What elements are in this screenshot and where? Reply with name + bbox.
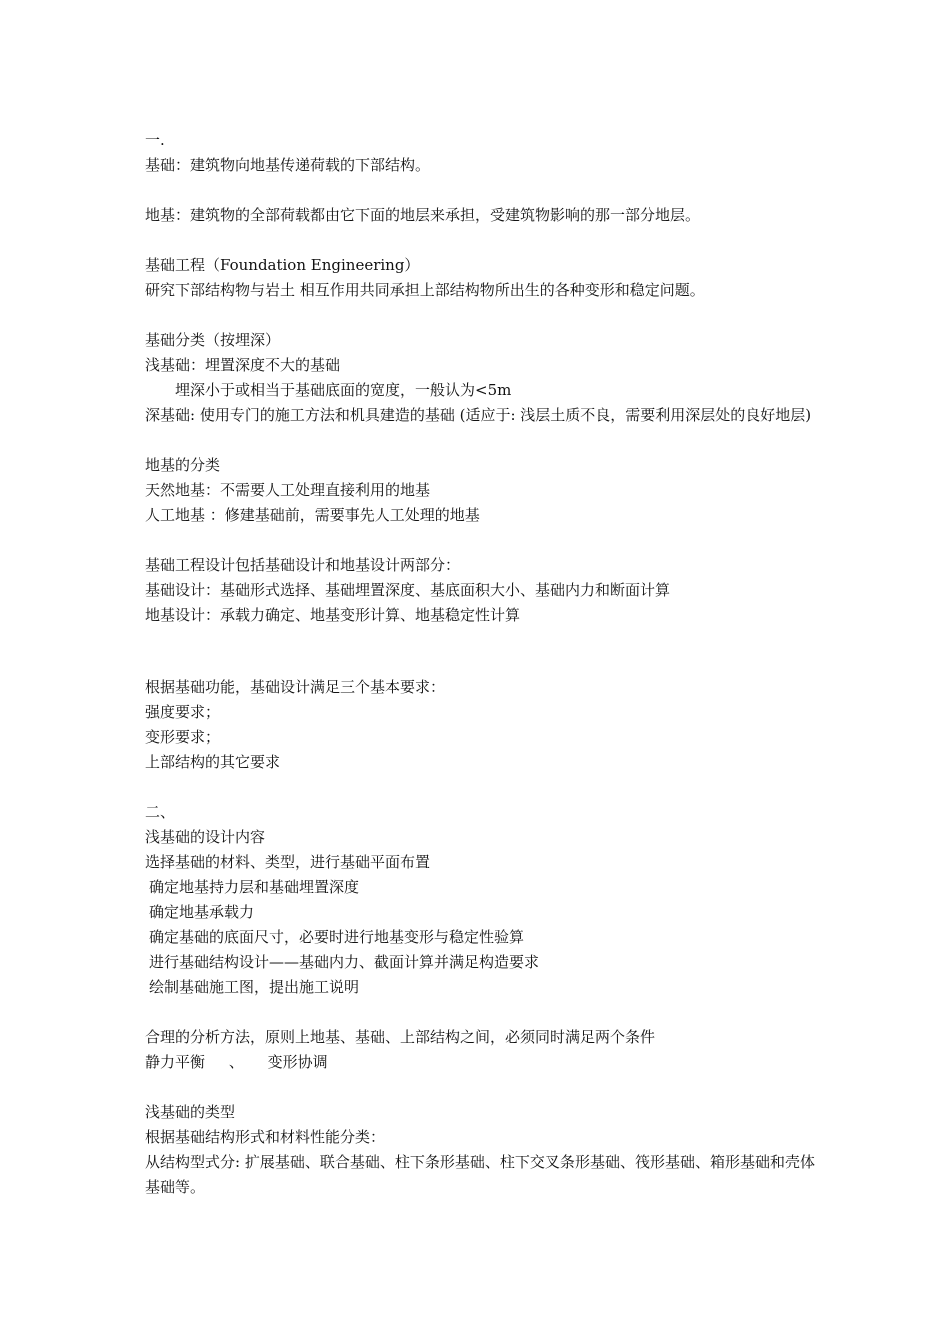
shallow-design-content-title: 浅基础的设计内容 (145, 828, 266, 846)
definition-foundation: 基础：建筑物向地基传递荷载的下部结构。 (145, 156, 431, 174)
foundation-engineering-desc: 研究下部结构物与岩土 相互作用共同承担上部结构物所出生的各种变形和稳定问题。 (145, 281, 705, 299)
natural-subgrade-def: 天然地基：不需要人工处理直接利用的地基 (145, 481, 431, 499)
document-body (145, 128, 815, 1200)
requirement-superstructure: 上部结构的其它要求 (145, 753, 281, 771)
requirement-deformation: 变形要求； (145, 728, 221, 746)
spacer (145, 303, 815, 328)
shallow-types-title: 浅基础的类型 (145, 1103, 236, 1121)
foundation-engineering-title: 基础工程（Foundation Engineering） (145, 256, 420, 274)
requirements-title: 根据基础功能，基础设计满足三个基本要求： (145, 678, 446, 696)
design-step-6: 绘制基础施工图，提出施工说明 (149, 978, 360, 996)
design-step-1: 选择基础的材料、类型，进行基础平面布置 (145, 853, 431, 871)
requirement-strength: 强度要求； (145, 703, 221, 721)
spacer (145, 228, 815, 253)
spacer (145, 178, 815, 203)
analysis-method: 合理的分析方法，原则上地基、基础、上部结构之间，必须同时满足两个条件 (145, 1028, 656, 1046)
section-heading-two: 二、 (145, 803, 176, 821)
artificial-subgrade-def: 人工地基 ：修建基础前，需要事先人工处理的地基 (145, 506, 480, 524)
design-parts-title: 基础工程设计包括基础设计和地基设计两部分： (145, 556, 461, 574)
analysis-conditions: 静力平衡 、 变形协调 (145, 1053, 328, 1071)
design-step-2: 确定地基持力层和基础埋置深度 (149, 878, 360, 896)
foundation-classification-title: 基础分类（按埋深） (145, 331, 281, 349)
shallow-foundation-def: 浅基础：埋置深度不大的基础 (145, 356, 341, 374)
spacer (145, 428, 815, 453)
spacer (145, 1000, 815, 1025)
design-step-5: 进行基础结构设计——基础内力、截面计算并满足构造要求 (149, 953, 540, 971)
spacer (145, 775, 815, 800)
design-step-3: 确定地基承载力 (149, 903, 255, 921)
spacer (145, 528, 815, 553)
spacer (145, 628, 815, 675)
shallow-foundation-depth: 埋深小于或相当于基础底面的宽度，一般认为<5m (175, 381, 512, 399)
shallow-types-list: 从结构型式分: 扩展基础、联合基础、柱下条形基础、柱下交叉条形基础、筏形基础、箱形基础和壳体基础等。 (145, 1153, 815, 1196)
shallow-types-basis: 根据基础结构形式和材料性能分类： (145, 1128, 386, 1146)
spacer (145, 1075, 815, 1100)
deep-foundation-def: 深基础: 使用专门的施工方法和机具建造的基础 (适应于: 浅层土质不良，需要利用深层处的良好地层) (145, 406, 812, 424)
section-heading-one: 一. (145, 131, 165, 149)
subgrade-classification-title: 地基的分类 (145, 456, 221, 474)
subgrade-design-items: 地基设计：承载力确定、地基变形计算、地基稳定性计算 (145, 606, 521, 624)
foundation-design-items: 基础设计：基础形式选择、基础埋置深度、基底面积大小、基础内力和断面计算 (145, 581, 671, 599)
design-step-4: 确定基础的底面尺寸，必要时进行地基变形与稳定性验算 (149, 928, 525, 946)
definition-subgrade: 地基：建筑物的全部荷载都由它下面的地层来承担，受建筑物影响的那一部分地层。 (145, 206, 701, 224)
